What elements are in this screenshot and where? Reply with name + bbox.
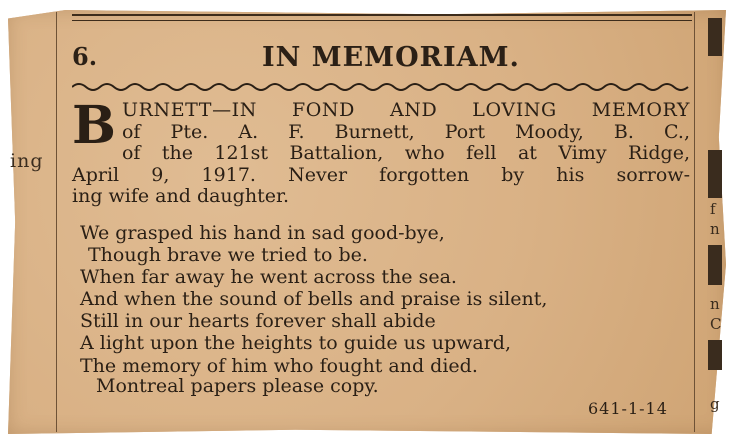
ad-code: 641-1-14	[588, 399, 668, 418]
column-rule-left	[56, 12, 57, 432]
notice-line: ing wife and daughter.	[72, 185, 289, 207]
adjacent-column-fragment: ing	[10, 150, 44, 172]
memorial-notice	[72, 95, 690, 208]
ink-fragment	[708, 18, 722, 56]
adjacent-column-right	[698, 10, 728, 434]
text-fragment: g	[710, 395, 720, 413]
section-masthead	[72, 42, 692, 76]
poem-line: Though brave we tried to be.	[88, 244, 368, 267]
drop-cap: B	[72, 95, 116, 156]
poem-line: The memory of him who fought and died.	[80, 354, 478, 377]
memorial-poem	[80, 222, 680, 377]
text-fragment: n	[710, 295, 720, 313]
top-rule-thin	[72, 20, 692, 21]
poem-line: We grasped his hand in sad good-bye,	[80, 222, 445, 244]
notice-line: April 9, 1917. Never forgotten by his sorrow-	[72, 163, 690, 186]
ink-fragment	[708, 245, 722, 285]
ink-fragment	[708, 340, 722, 370]
top-rule	[72, 14, 692, 16]
text-fragment: f	[710, 200, 716, 218]
text-fragment: C	[710, 315, 722, 333]
papers-copy-note: Montreal papers please copy.	[96, 375, 379, 397]
notice-first-line: URNETT—IN FOND AND LOVING MEMORY	[121, 99, 690, 121]
text-fragment: n	[710, 220, 720, 238]
column-rule-right	[694, 12, 695, 432]
column-number: 6.	[72, 42, 98, 71]
poem-line: And when the sound of bells and praise is silent,	[80, 288, 548, 311]
poem-line: Still in our hearts forever shall abide	[80, 310, 436, 333]
section-heading: IN MEMORIAM.	[262, 42, 520, 73]
ink-fragment	[708, 150, 722, 198]
notice-line: of Pte. A. F. Burnett, Port Moody, B. C.,	[121, 120, 690, 143]
poem-line: When far away he went across the sea.	[80, 266, 457, 289]
notice-line: of the 121st Battalion, who fell at Vimy Ridge,	[121, 142, 690, 164]
poem-line: A light upon the heights to guide us upward,	[80, 332, 511, 355]
wavy-divider	[72, 81, 692, 93]
